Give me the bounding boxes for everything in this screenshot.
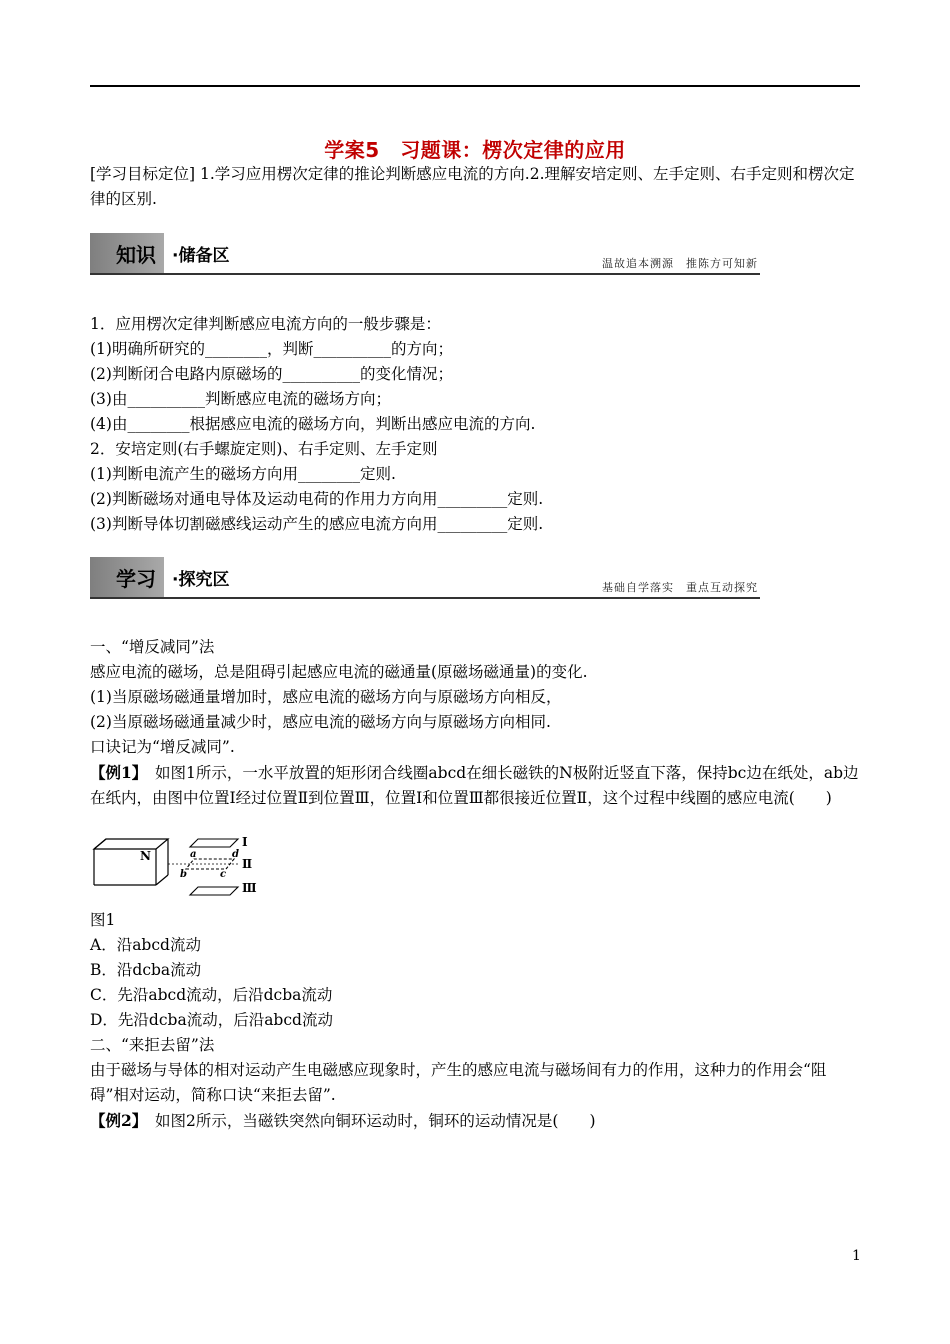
corner-a-label: a	[190, 849, 197, 860]
page-title: 学案5 习题课：楞次定律的应用	[324, 138, 626, 162]
knowledge-line: (4)由________根据感应电流的磁场方向，判断出感应电流的方向.	[90, 415, 536, 433]
body-line: 口诀记为“增反减同”.	[90, 738, 235, 756]
banner-motto: 温故追本溯源 推陈方可知新	[602, 257, 758, 270]
coil-position-3	[190, 887, 238, 895]
section-heading: 一、“增反减同”法	[90, 638, 215, 656]
example-text: 如图2所示，当磁铁突然向铜环运动时，铜环的运动情况是( )	[139, 1112, 596, 1130]
banner-rule	[90, 597, 760, 599]
figure-1	[90, 835, 270, 905]
knowledge-line: (3)判断导体切割磁感线运动产生的感应电流方向用_________定则.	[90, 515, 544, 533]
knowledge-line: (1)明确所研究的________，判断__________的方向；	[90, 340, 453, 358]
corner-c-label: c	[220, 869, 227, 880]
body-line: 感应电流的磁场，总是阻碍引起感应电流的磁通量(原磁场磁通量)的变化.	[90, 663, 588, 681]
knowledge-line: (3)由__________判断感应电流的磁场方向；	[90, 390, 391, 408]
section-two-text: 由于磁场与导体的相对运动产生电磁感应现象时，产生的感应电流与磁场间有力的作用，这种力的作用会“阻碍”相对运动，简称口诀“来拒去留”.	[90, 1061, 827, 1104]
banner-subtitle: ·探究区	[172, 570, 230, 590]
knowledge-line: (2)判断磁场对通电导体及运动电荷的作用力方向用_________定则.	[90, 490, 544, 508]
knowledge-line: (1)判断电流产生的磁场方向用________定则.	[90, 465, 396, 483]
example-2	[90, 1108, 865, 1134]
position-2-label: Ⅱ	[242, 857, 253, 871]
knowledge-line: (2)判断闭合电路内原磁场的__________的变化情况；	[90, 365, 453, 383]
banner-subtitle: ·储备区	[172, 246, 230, 266]
option-c: C．先沿abcd流动，后沿dcba流动	[90, 986, 333, 1004]
body-line: (1)当原磁场磁通量增加时，感应电流的磁场方向与原磁场方向相反，	[90, 688, 562, 706]
option-b: B．沿dcba流动	[90, 961, 202, 979]
option-a: A．沿abcd流动	[90, 936, 201, 954]
coil-position-1	[190, 839, 238, 847]
magnet-n-label: N	[140, 849, 151, 863]
section-banner-knowledge	[90, 233, 760, 275]
position-3-label: Ⅲ	[242, 881, 257, 895]
knowledge-line: 2．安培定则(右手螺旋定则)、右手定则、左手定则	[90, 440, 438, 458]
knowledge-list	[90, 312, 865, 537]
section-one-options	[90, 908, 865, 1134]
banner-title: 知识	[116, 243, 156, 267]
example-tag: 【例2】	[90, 1111, 140, 1130]
figure-caption: 图1	[90, 911, 116, 929]
corner-d-label: d	[232, 849, 239, 860]
section-one	[90, 635, 865, 811]
option-d: D．先沿dcba流动，后沿abcd流动	[90, 1011, 333, 1029]
example-text: 如图1所示，一水平放置的矩形闭合线圈abcd在细长磁铁的N极附近竖直下落，保持bc边在纸处，ab边在纸内，由图中位置Ⅰ经过位置Ⅱ到位置Ⅲ，位置Ⅰ和位置Ⅲ都很接近位置Ⅱ，这个过程中线圈的感应电流( )	[90, 764, 859, 807]
position-1-label: Ⅰ	[242, 835, 248, 849]
learning-goal: [学习目标定位] 1.学习应用楞次定律的推论判断感应电流的方向.2.理解安培定则、左手定则、右手定则和楞次定律的区别.	[90, 165, 855, 208]
example-1	[90, 760, 865, 811]
banner-title: 学习	[116, 567, 156, 591]
body-line: (2)当原磁场磁通量减少时，感应电流的磁场方向与原磁场方向相同.	[90, 713, 551, 731]
section-heading: 二、“来拒去留”法	[90, 1036, 215, 1054]
section-banner-study	[90, 557, 760, 599]
top-rule	[90, 85, 860, 87]
example-tag: 【例1】	[90, 763, 140, 782]
corner-b-label: b	[180, 869, 187, 880]
knowledge-line: 1．应用楞次定律判断感应电流方向的一般步骤是：	[90, 315, 441, 333]
banner-rule	[90, 273, 760, 275]
page-number: 1	[852, 1248, 861, 1264]
banner-motto: 基础自学落实 重点互动探究	[602, 581, 758, 594]
